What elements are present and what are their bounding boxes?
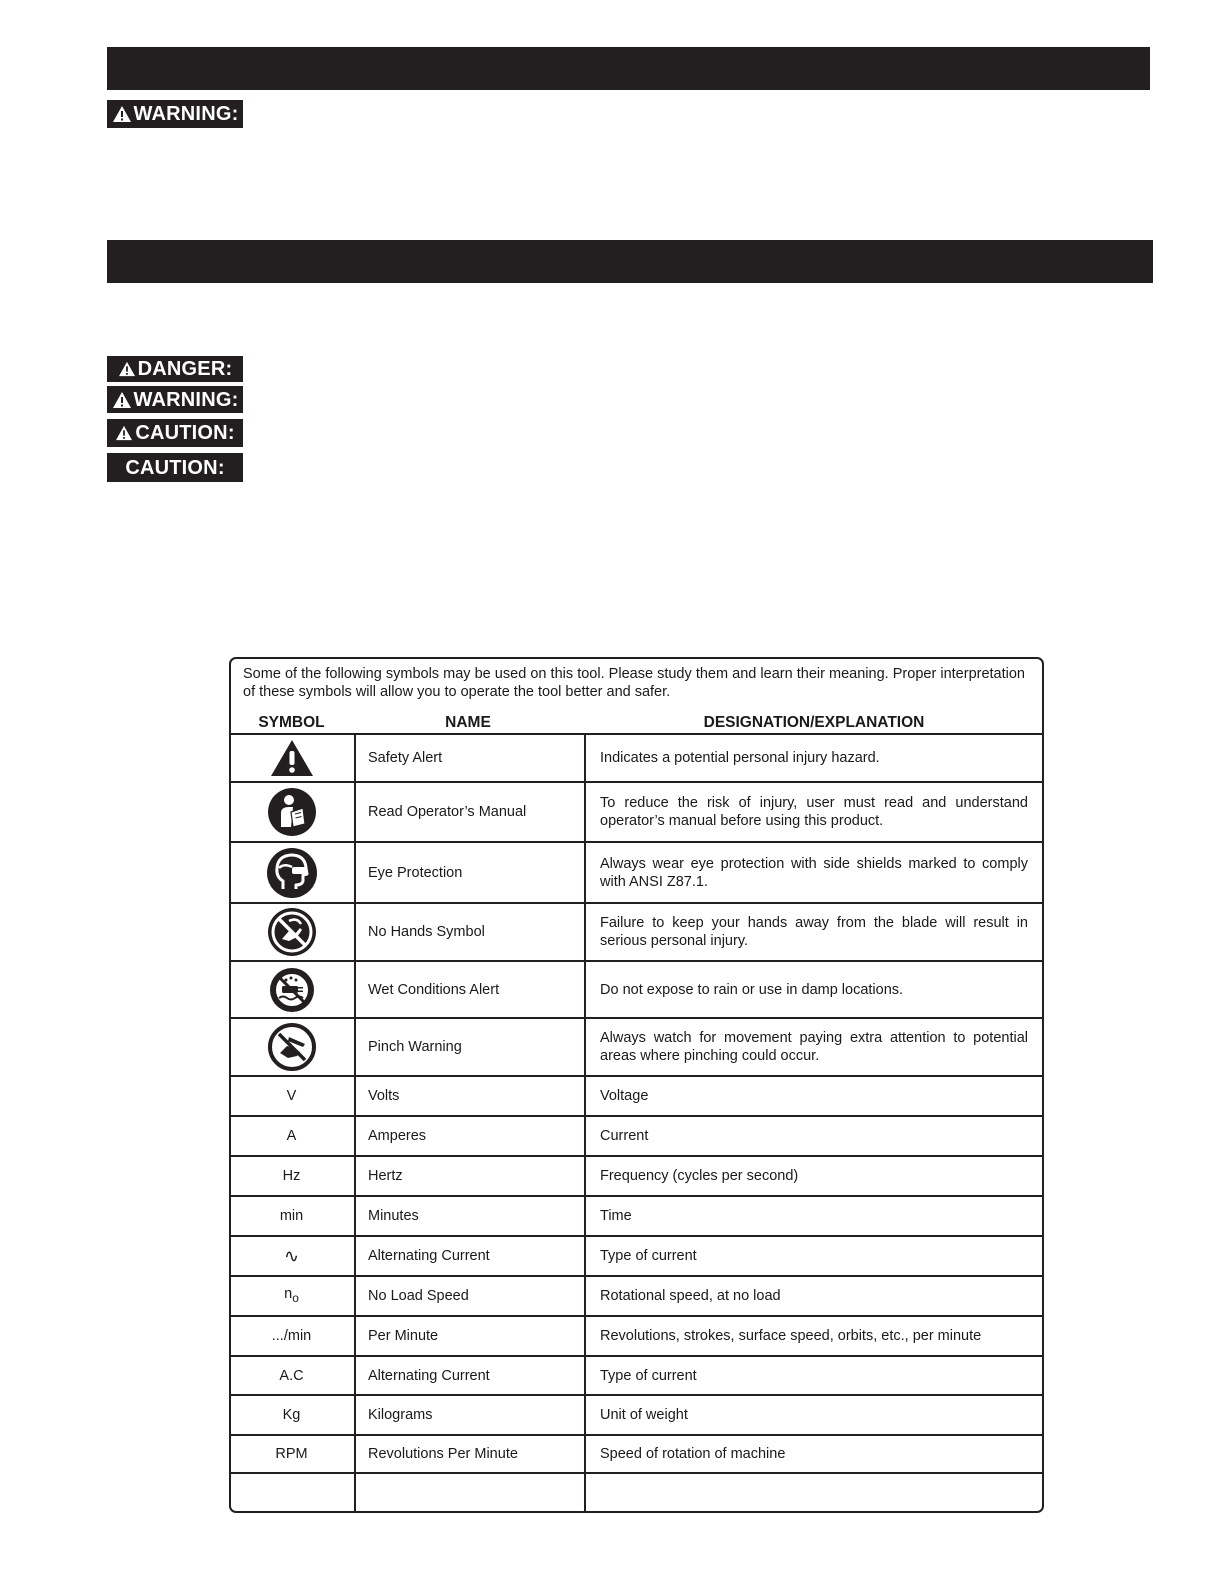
description-cell: Unit of weight [584, 1396, 1044, 1434]
name-cell: No Load Speed [354, 1277, 584, 1315]
symbol-cell: RPM [275, 1446, 308, 1462]
read-manual-icon [267, 787, 317, 837]
name-cell [354, 1474, 584, 1512]
symbol-cell [231, 783, 352, 841]
table-row [231, 1075, 1042, 1115]
description-cell: Current [584, 1117, 1044, 1155]
name-cell: No Hands Symbol [354, 904, 584, 960]
signal-text: WARNING: [133, 103, 239, 125]
symbol-cell [231, 843, 352, 902]
table-row [231, 1195, 1042, 1235]
description-cell: Indicates a potential personal injury hazard. [584, 735, 1044, 781]
alert-triangle-icon [112, 105, 132, 123]
pinch-warning-icon [267, 1022, 317, 1072]
column-header-symbol: SYMBOL [258, 714, 325, 731]
name-cell: Hertz [354, 1157, 584, 1195]
alert-triangle-icon [118, 361, 136, 377]
description-cell: Time [584, 1197, 1044, 1235]
table-row [231, 1115, 1042, 1155]
table-row [231, 1434, 1042, 1472]
description-cell: Revolutions, strokes, surface speed, orbits, etc., per minute [584, 1317, 1044, 1355]
caution-plain-signal-label [107, 453, 243, 482]
table-row [231, 960, 1042, 1017]
name-cell: Alternating Current [354, 1357, 584, 1394]
table-row [231, 1235, 1042, 1275]
wet-conditions-icon [269, 967, 315, 1013]
alternating-current-icon: ∿ [283, 1246, 300, 1266]
description-cell: To reduce the risk of injury, user must read and understand operator’s manual before using this product. [584, 783, 1044, 841]
table-row [231, 1394, 1042, 1434]
danger-signal-label [107, 356, 243, 382]
name-cell: Pinch Warning [354, 1019, 584, 1075]
description-cell: Failure to keep your hands away from the blade will result in serious personal injury. [584, 904, 1044, 960]
name-cell: Amperes [354, 1117, 584, 1155]
table-row [231, 1275, 1042, 1315]
table-row [231, 1017, 1042, 1075]
column-header-name: NAME [445, 714, 491, 731]
symbol-cell: .../min [271, 1328, 312, 1344]
description-cell: Always wear eye protection with side shields marked to comply with ANSI Z87.1. [584, 843, 1044, 902]
name-cell: Read Operator’s Manual [354, 783, 584, 841]
table-intro: Some of the following symbols may be used on this tool. Please study them and learn their meaning. Proper interpretation of these symbols will allow you to operate the tool better and safer. [243, 666, 1025, 700]
alert-triangle-icon [112, 391, 132, 409]
symbol-cell: V [286, 1088, 297, 1104]
description-cell: Always watch for movement paying extra attention to potential areas where pinching could occur. [584, 1019, 1044, 1075]
description-cell [584, 1474, 1044, 1512]
name-cell: Wet Conditions Alert [354, 962, 584, 1017]
caution-signal-label [107, 419, 243, 447]
name-cell: Kilograms [354, 1396, 584, 1434]
name-cell: Revolutions Per Minute [354, 1436, 584, 1472]
symbol-cell: A.C [279, 1367, 304, 1384]
description-cell: Type of current [584, 1237, 1044, 1275]
eye-protection-icon [266, 847, 318, 899]
symbol-cell [231, 1019, 352, 1075]
description-cell: Frequency (cycles per second) [584, 1157, 1044, 1195]
signal-text: DANGER: [137, 358, 233, 380]
name-cell: Alternating Current [354, 1237, 584, 1275]
symbols-table [229, 657, 1044, 1513]
symbol-cell [231, 904, 352, 960]
description-cell: Do not expose to rain or use in damp locations. [584, 962, 1044, 1017]
column-header-designation: DESIGNATION/EXPLANATION [703, 714, 925, 731]
signal-text: WARNING: [133, 388, 239, 411]
symbol-cell: $n_o$ [284, 1286, 299, 1305]
table-row [231, 733, 1042, 781]
table-row [231, 1355, 1042, 1394]
symbol-cell [231, 735, 352, 781]
warning-signal-label [107, 100, 243, 128]
description-cell: Speed of rotation of machine [584, 1436, 1044, 1472]
symbol-cell: min [279, 1208, 304, 1224]
description-cell: Voltage [584, 1077, 1044, 1115]
symbol-cell [231, 1237, 352, 1275]
symbol-cell: Hz [282, 1168, 301, 1184]
table-row [231, 1315, 1042, 1355]
warning-signal-label [107, 386, 243, 413]
alert-triangle-icon [115, 425, 133, 441]
section-header-bar [107, 47, 1150, 90]
signal-text: CAUTION: [135, 422, 235, 444]
name-cell: Minutes [354, 1197, 584, 1235]
name-cell: Volts [354, 1077, 584, 1115]
signal-text: CAUTION: [125, 456, 225, 479]
symbol-cell: Kg [282, 1407, 301, 1423]
table-row [231, 1472, 1042, 1512]
table-row [231, 902, 1042, 960]
name-cell: Per Minute [354, 1317, 584, 1355]
table-row [231, 781, 1042, 841]
name-cell: Eye Protection [354, 843, 584, 902]
safety-alert-icon [269, 738, 315, 778]
description-cell: Type of current [584, 1357, 1044, 1394]
table-row [231, 841, 1042, 902]
name-cell: Safety Alert [354, 735, 584, 781]
symbol-cell: A [286, 1128, 297, 1144]
section-header-bar [107, 240, 1153, 283]
no-hands-icon [267, 907, 317, 957]
table-row [231, 1155, 1042, 1195]
symbol-cell [231, 1474, 352, 1512]
description-cell: Rotational speed, at no load [584, 1277, 1044, 1315]
symbol-cell [231, 962, 352, 1017]
